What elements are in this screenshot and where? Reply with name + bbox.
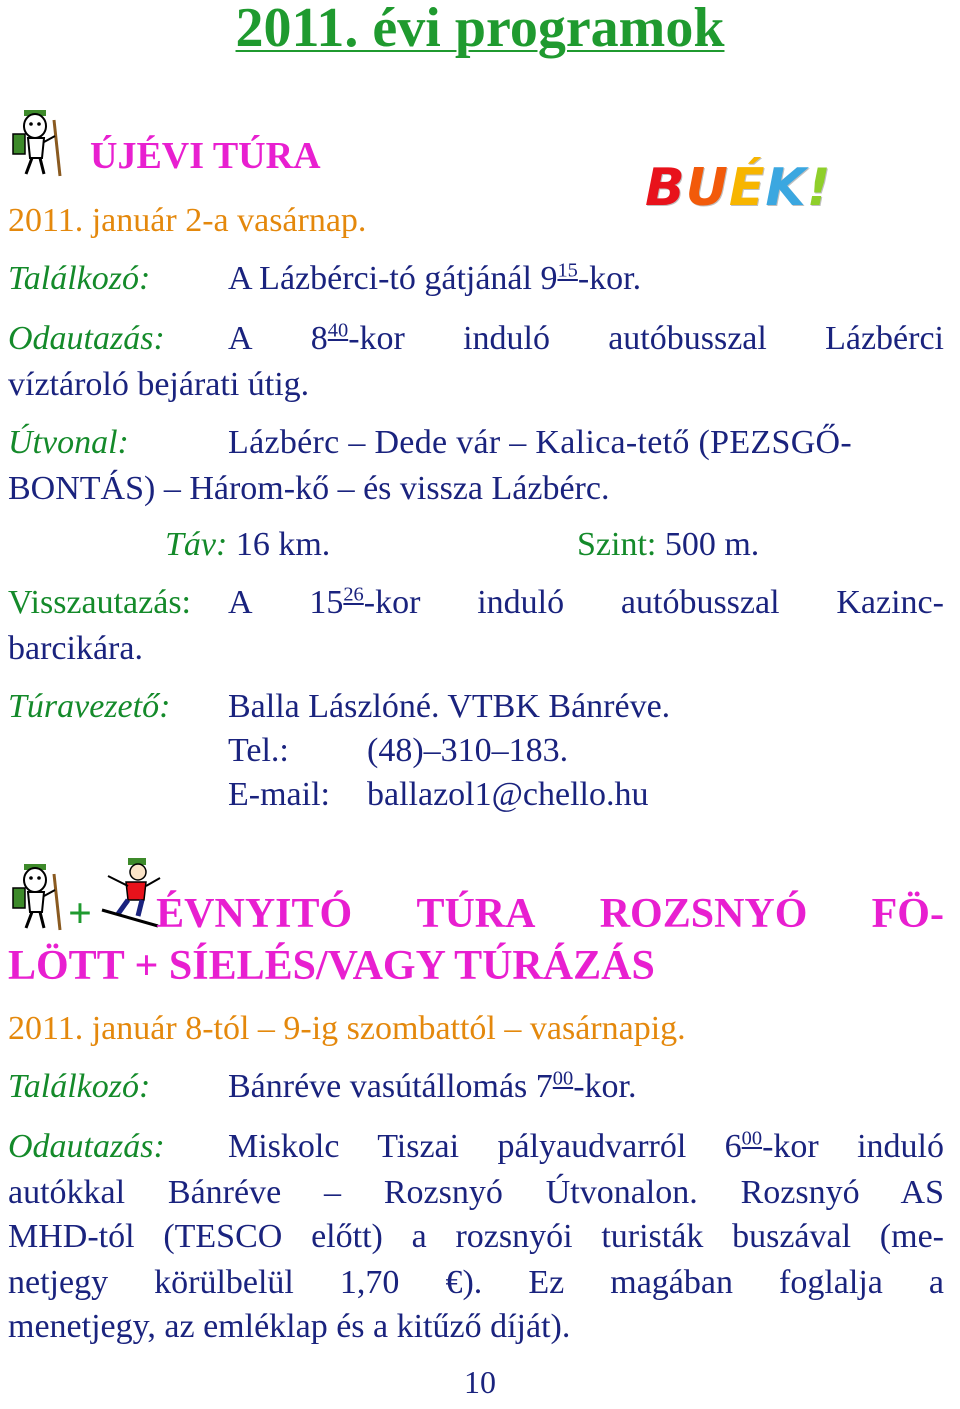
buek-letter: É	[728, 158, 766, 218]
section1-meet-row	[8, 256, 150, 302]
buek-letter: K	[765, 158, 807, 218]
section2-date: 2011. január 8-tól – 9-ig szombattól – vasárnapig.	[8, 1010, 686, 1047]
meet-label: Találkozó:	[8, 260, 151, 297]
section2-meet-value: Bánréve vasútállomás $7^{00}$-kor.	[228, 1067, 637, 1105]
section2-meet-label: Találkozó:	[8, 1068, 151, 1105]
distance-row: Táv: 16 km.	[165, 526, 331, 563]
level-row: Szint: 500 m.	[577, 526, 760, 563]
return-label: Visszautazás:	[8, 584, 191, 621]
section1-travel-line2: víztároló bejárati útig.	[8, 366, 310, 403]
buek-letter: U	[685, 158, 729, 218]
section2-travel-line1: Miskolc Tiszai pályaudvarról $6^{00}$-kor induló	[228, 1127, 944, 1165]
section2-travel-line3: MHD-tól (TESCO előtt) a rozsnyói turisták buszával (me-	[8, 1218, 944, 1255]
route-line2: BONTÁS) – Három-kő – és vissza Lázbérc.	[8, 470, 610, 507]
page-number: 10	[464, 1364, 496, 1400]
section1-travel-label: Odautazás:	[8, 320, 165, 357]
section1-date: 2011. január 2-a vasárnap.	[8, 202, 367, 239]
route-label: Útvonal:	[8, 424, 129, 461]
email-label: E-mail:	[228, 776, 330, 813]
buek-letter: !	[806, 158, 832, 218]
email-value[interactable]: ballazol1@chello.hu	[367, 776, 649, 813]
route-line1: Lázbérc – Dede vár – Kalica-tető (PEZSGŐ-	[228, 424, 853, 461]
return-line2: barcikára.	[8, 630, 143, 667]
buek-greeting	[645, 158, 831, 218]
guide-name: Balla Lászlóné. VTBK Bánréve.	[228, 688, 671, 725]
section1-travel-line1: A $8^{40}$-kor induló autóbusszal Lázbérci	[228, 319, 944, 357]
phone-label: Tel.:	[228, 732, 289, 769]
hiker-icon	[10, 106, 68, 183]
section2-travel-label: Odautazás:	[8, 1128, 165, 1165]
return-line1: A $15^{26}$-kor induló autóbusszal Kazinc-	[228, 583, 944, 621]
section1-heading: ÚJÉVI TÚRA	[90, 135, 321, 177]
buek-letter: B	[645, 158, 686, 218]
phone-value: (48)–310–183.	[367, 732, 569, 769]
section2-heading-line1: + ÉVNYITÓ TÚRA ROZSNYÓ FÖ-	[68, 891, 944, 937]
section2-travel-line4: netjegy körülbelül 1,70 €). Ez magában foglalja a	[8, 1264, 944, 1301]
hiker-icon	[10, 860, 68, 937]
section1-meet-value: A Lázbérci-tó gátjánál $9^{15}$-kor.	[228, 259, 642, 297]
guide-label: Túravezető:	[8, 688, 171, 725]
section2-heading-line2: LÖTT + SÍELÉS/VAGY TÚRÁZÁS	[8, 943, 655, 989]
section2-travel-line5: menetjegy, az emléklap és a kitűző díját).	[8, 1308, 571, 1345]
section2-travel-line2: autókkal Bánréve – Rozsnyó Útvonalon. Rozsnyó AS	[8, 1174, 944, 1211]
page-title: 2011. évi programok	[235, 0, 725, 59]
